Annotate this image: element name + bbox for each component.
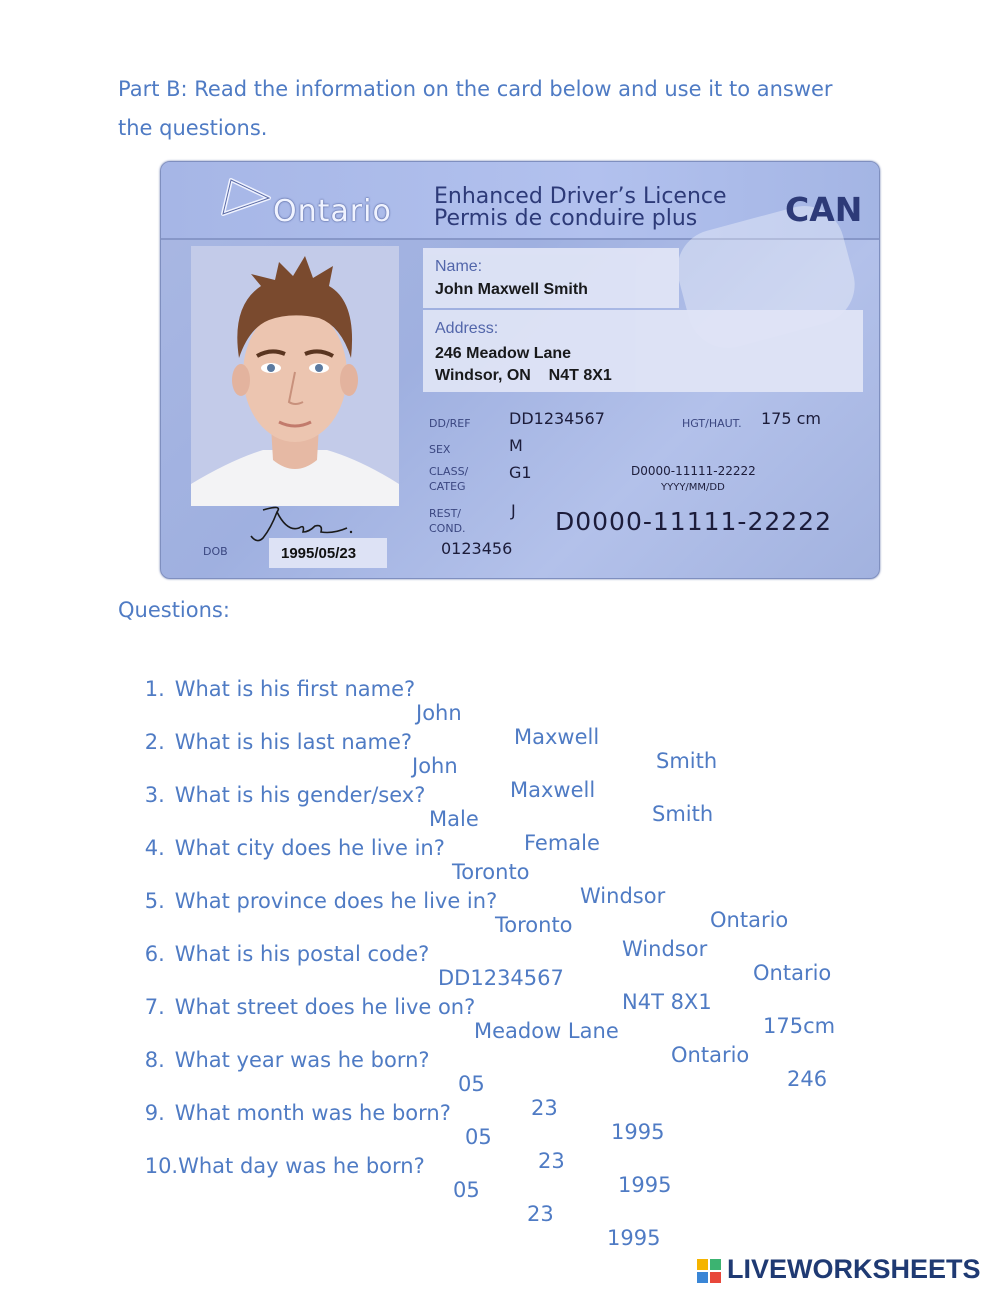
drivers-licence-card <box>160 161 880 579</box>
question-text: What is his gender/sex? <box>174 783 426 807</box>
answer-option-toronto[interactable]: Toronto <box>452 860 530 884</box>
answer-option-windsor[interactable]: Windsor <box>580 884 666 908</box>
question-number: 2. <box>144 730 165 754</box>
licence-number: D0000-11111-22222 <box>555 507 832 536</box>
answer-option-ontario[interactable]: Ontario <box>710 908 789 932</box>
question-10 <box>118 1130 661 1274</box>
answer-option-23[interactable]: 23 <box>538 1149 565 1173</box>
instructions-line-1: Part B: Read the information on the card below and use it to answer <box>118 77 833 101</box>
answer-option-1995[interactable]: 1995 <box>611 1120 665 1144</box>
class-value: G1 <box>509 463 532 482</box>
name-value: John Maxwell Smith <box>435 281 588 298</box>
liveworksheets-logo-icon <box>697 1259 721 1283</box>
answer-option-05[interactable]: 05 <box>458 1072 485 1096</box>
answer-option-05[interactable]: 05 <box>453 1178 480 1202</box>
answer-option-male[interactable]: Male <box>429 807 479 831</box>
name-box <box>423 248 679 308</box>
dob-value: 1995/05/23 <box>281 545 357 562</box>
question-number: 5. <box>144 889 165 913</box>
answer-option-john[interactable]: John <box>416 701 462 725</box>
licence-number-small: D0000-11111-22222 <box>631 464 756 478</box>
answer-option-23[interactable]: 23 <box>531 1096 558 1120</box>
question-number: 10. <box>144 1154 179 1178</box>
address-line-2: Windsor, ON N4T 8X1 <box>435 367 612 384</box>
question-number: 9. <box>144 1101 165 1125</box>
question-text: What is his postal code? <box>174 942 430 966</box>
answer-option-23[interactable]: 23 <box>527 1202 554 1226</box>
address-label: Address: <box>435 320 499 337</box>
rest-label-fr: COND. <box>429 522 466 535</box>
question-text: What day was he born? <box>178 1154 425 1178</box>
question-text: What city does he live in? <box>174 836 445 860</box>
province-name: Ontario <box>273 194 392 229</box>
answer-option-1995[interactable]: 1995 <box>618 1173 672 1197</box>
trillium-logo-icon <box>213 172 273 224</box>
sex-label: SEX <box>429 443 451 456</box>
class-label-fr: CATEG <box>429 480 466 493</box>
question-text: What province does he live in? <box>174 889 498 913</box>
rest-label-en: REST/ <box>429 507 462 520</box>
answer-option-toronto[interactable]: Toronto <box>495 913 573 937</box>
questions-title: Questions: <box>118 598 230 622</box>
question-number: 8. <box>144 1048 165 1072</box>
question-number: 6. <box>144 942 165 966</box>
answer-option-female[interactable]: Female <box>524 831 600 855</box>
address-box <box>423 310 863 392</box>
question-number: 4. <box>144 836 165 860</box>
dob-label: DOB <box>203 545 228 558</box>
question-number: 1. <box>144 677 165 701</box>
address-line-1: 246 Meadow Lane <box>435 345 572 362</box>
height-value: 175 cm <box>761 409 822 428</box>
dob-box <box>269 538 387 568</box>
answer-option-maxwell[interactable]: Maxwell <box>514 725 600 749</box>
answer-option-dd1234567[interactable]: DD1234567 <box>438 966 564 990</box>
answer-option-05[interactable]: 05 <box>465 1125 492 1149</box>
licence-photo <box>191 246 399 506</box>
ddref-value: DD1234567 <box>509 409 605 428</box>
height-label: HGT/HAUT. <box>682 417 742 430</box>
licence-type-french: Permis de conduire plus <box>434 206 698 231</box>
liveworksheets-brand: LIVEWORKSHEETS <box>727 1254 981 1284</box>
answer-option-smith[interactable]: Smith <box>652 802 714 826</box>
answer-option-maxwell[interactable]: Maxwell <box>510 778 596 802</box>
question-number: 3. <box>144 783 165 807</box>
question-number: 7. <box>144 995 165 1019</box>
country-code: CAN <box>785 190 863 229</box>
class-label-en: CLASS/ <box>429 465 469 478</box>
answer-option-n4t-8x1[interactable]: N4T 8X1 <box>622 990 712 1014</box>
answer-option-1995[interactable]: 1995 <box>607 1226 661 1250</box>
answer-option-175cm[interactable]: 175cm <box>763 1014 836 1038</box>
instructions <box>118 70 878 148</box>
card-number: 0123456 <box>441 539 513 558</box>
sex-value: M <box>509 436 523 455</box>
ddref-label: DD/REF <box>429 417 471 430</box>
instructions-line-2: the questions. <box>118 116 268 140</box>
answer-option-meadow-lane[interactable]: Meadow Lane <box>474 1019 619 1043</box>
question-text: What street does he live on? <box>174 995 476 1019</box>
answer-option-246[interactable]: 246 <box>787 1067 828 1091</box>
question-text: What month was he born? <box>174 1101 451 1125</box>
rest-value: J <box>511 501 516 520</box>
answer-option-john[interactable]: John <box>412 754 458 778</box>
name-label: Name: <box>435 258 483 275</box>
date-format: YYYY/MM/DD <box>661 482 725 493</box>
answer-option-ontario[interactable]: Ontario <box>671 1043 750 1067</box>
answer-option-smith[interactable]: Smith <box>656 749 718 773</box>
licence-type-english: Enhanced Driver’s Licence <box>434 184 727 209</box>
question-text: What is his last name? <box>174 730 413 754</box>
portrait-image <box>191 246 399 506</box>
question-text: What is his first name? <box>174 677 416 701</box>
answer-option-windsor[interactable]: Windsor <box>622 937 708 961</box>
answer-option-ontario[interactable]: Ontario <box>753 961 832 985</box>
question-text: What year was he born? <box>174 1048 430 1072</box>
